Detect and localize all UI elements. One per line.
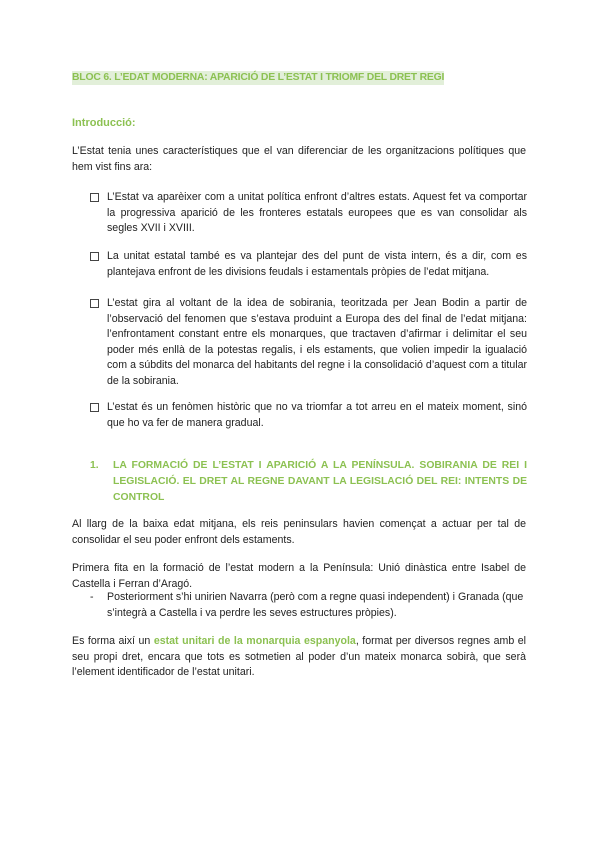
- section-title: LA FORMACIÓ DE L’ESTAT I APARICIÓ A LA PENÍNSULA. SOBIRANIA DE REI I LEGISLACIÓ. EL DRET AL REGNE DAVANT LA LEGISLACIÓ DEL REI: INTENTS DE CONTROL: [113, 460, 527, 503]
- paragraph-text: Es forma així un: [72, 635, 154, 647]
- document-title: BLOC 6. L’EDAT MODERNA: APARICIÓ DE L’ESTAT I TRIOMF DEL DRET REGI: [72, 72, 445, 83]
- checkbox-bullet-icon: [90, 252, 99, 261]
- list-item-text: La unitat estatal també es va plantejar des del punt de vista intern, és a dir, com es plantejava enfront de les divisions feudals i estamentals pròpies de l’edat mitjana.: [107, 250, 527, 278]
- intro-heading: Introducció:: [72, 117, 136, 129]
- list-item-text: L’estat gira al voltant de la idea de sobirania, teoritzada per Jean Bodin a partir de l’observació del fenomen que s’estava produint a Europa des del final de l’edat mitjana: l’enfrontament constant entre els monarques, que tractaven d’afirmar i delimitar el seu poder més enllà de la potestas regalis, i els estaments, que volien impedir la igualació com a súbdits del monarca del habitants del regne i la consolidació d’aquest com a titular de la sobirania.: [107, 297, 527, 387]
- checkbox-bullet-icon: [90, 403, 99, 412]
- paragraph-text: , format per diversos regnes amb el seu propi dret, encara que tots es sotmetien al poder d’un mateix monarca sobirà, que serà l’element identificador de l’estat unitari.: [72, 635, 526, 678]
- section-number: 1.: [90, 460, 99, 471]
- list-item-text: L’estat és un fenòmen històric que no va triomfar a tot arreu en el mateix moment, sinó que ho va fer de manera gradual.: [107, 401, 527, 429]
- checkbox-bullet-icon: [90, 299, 99, 308]
- paragraph: [72, 634, 526, 681]
- dash-list-item-text: Posteriorment s’hi unirien Navarra (però com a regne quasi independent) i Granada (que s’integrà a Castella i va perdre les seves estructures pròpies).: [107, 591, 524, 619]
- highlighted-term: estat unitari de la monarquia espanyola: [153, 635, 356, 647]
- dash-marker: -: [90, 591, 94, 603]
- paragraph: Primera fita en la formació de l’estat modern a la Península: Unió dinàstica entre Isabel de Castella i Ferran d’Aragó.: [72, 562, 526, 590]
- paragraph: Al llarg de la baixa edat mitjana, els reis peninsulars havien començat a actuar per tal de consolidar el seu poder enfront dels estaments.: [72, 518, 526, 546]
- list-item-text: L’Estat va aparèixer com a unitat política enfront d’altres estats. Aquest fet va comportar la progressiva aparició de les fronteres estatals europees que es van consolidar als segles XVII i XVIII.: [107, 191, 527, 234]
- intro-paragraph: L’Estat tenia unes característiques que el van diferenciar de les organitzacions polítiques que hem vist fins ara:: [72, 145, 526, 173]
- checkbox-bullet-icon: [90, 193, 99, 202]
